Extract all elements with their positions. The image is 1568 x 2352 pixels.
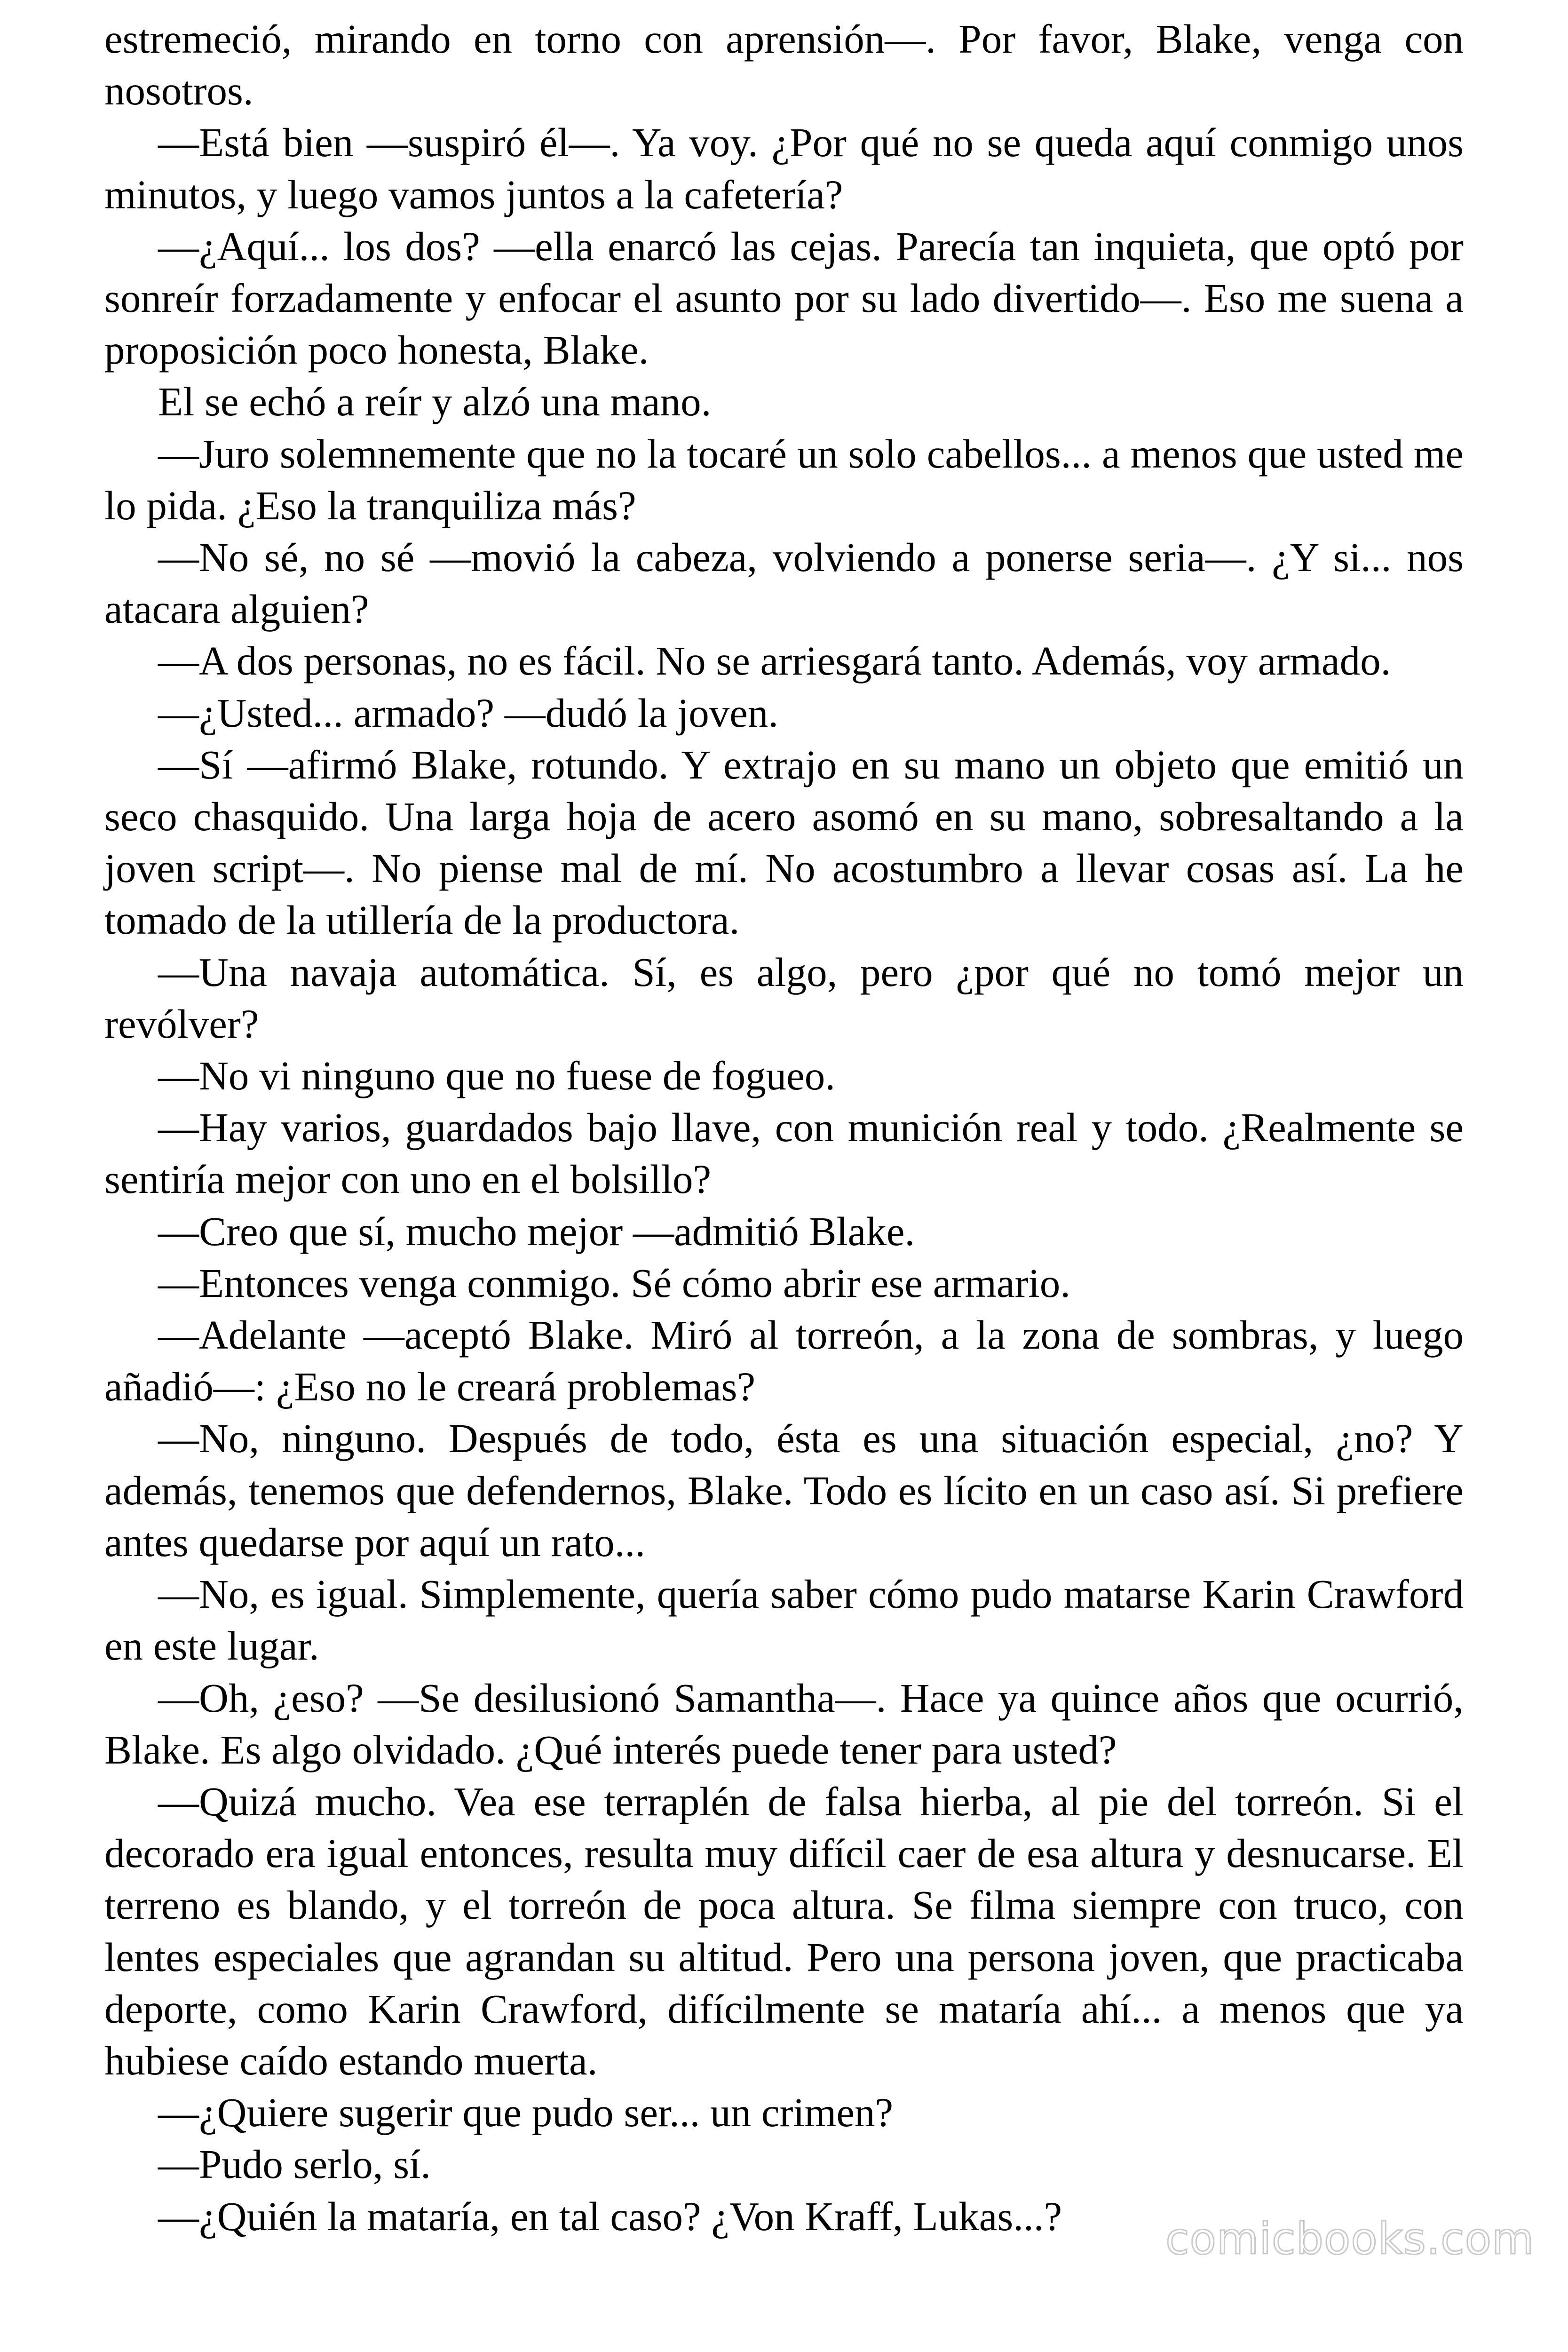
paragraph: —A dos personas, no es fácil. No se arriesgará tanto. Además, voy armado. xyxy=(158,638,1391,684)
paragraph: —No vi ninguno que no fuese de fogueo. xyxy=(158,1053,836,1099)
paragraph: —Está bien —suspiró él—. Ya voy. ¿Por qué no se queda aquí conmigo unos minutos, y luego vamos juntos a la cafetería? xyxy=(104,119,1464,217)
paragraph: estremeció, mirando en torno con aprensión—. Por favor, Blake, venga con nosotros. xyxy=(104,16,1464,114)
paragraph: —No sé, no sé —movió la cabeza, volviendo a ponerse seria—. ¿Y si... nos atacara alguien? xyxy=(104,534,1464,632)
paragraph: El se echó a reír y alzó una mano. xyxy=(158,379,712,425)
paragraph: —Hay varios, guardados bajo llave, con munición real y todo. ¿Realmente se sentiría mejor con uno en el bolsillo? xyxy=(104,1104,1464,1202)
paragraph: —No, ninguno. Después de todo, ésta es una situación especial, ¿no? Y además, tenemos que defendernos, Blake. Todo es lícito en un caso así. Si prefiere antes quedarse por aquí un rato... xyxy=(104,1415,1464,1565)
watermark: comicbooks.com xyxy=(1165,2214,1535,2264)
paragraph: —Oh, ¿eso? —Se desilusionó Samantha—. Hace ya quince años que ocurrió, Blake. Es algo olvidado. ¿Qué interés puede tener para usted? xyxy=(104,1675,1464,1772)
paragraph: —¿Quiere sugerir que pudo ser... un crimen? xyxy=(158,2090,894,2136)
paragraph: —Una navaja automática. Sí, es algo, pero ¿por qué no tomó mejor un revólver? xyxy=(104,949,1464,1047)
paragraph: —¿Aquí... los dos? —ella enarcó las cejas. Parecía tan inquieta, que optó por sonreír forzadamente y enfocar el asunto por su lado divertido—. Eso me suena a proposición poco honesta, Blake. xyxy=(104,223,1464,373)
paragraph: —Adelante —aceptó Blake. Miró al torreón, a la zona de sombras, y luego añadió—: ¿Eso no le creará problemas? xyxy=(104,1312,1464,1410)
paragraph: —Sí —afirmó Blake, rotundo. Y extrajo en su mano un objeto que emitió un seco chasquido. Una larga hoja de acero asomó en su mano, sobresaltando a la joven script—. No piense mal de mí. No acostumbro a llevar cosas así. La he tomado de la utillería de la productora. xyxy=(104,741,1464,943)
paragraph: —Juro solemnemente que no la tocaré un solo cabellos... a menos que usted me lo pida. ¿Eso la tranquiliza más? xyxy=(104,430,1464,528)
paragraph: —¿Quién la mataría, en tal caso? ¿Von Kraff, Lukas...? xyxy=(158,2193,1062,2239)
paragraph: —Entonces venga conmigo. Sé cómo abrir ese armario. xyxy=(158,1260,1070,1306)
page-text-body xyxy=(104,13,1464,2242)
paragraph: —Quizá mucho. Vea ese terraplén de falsa hierba, al pie del torreón. Si el decorado era igual entonces, resulta muy difícil caer de esa altura y desnucarse. El terreno es blando, y el torreón de poca altura. Se filma siempre con truco, con lentes especiales que agrandan su altitud. Pero una persona joven, que practicaba deporte, como Karin Crawford, difícilmente se mataría ahí... a menos que ya hubiese caído estando muerta. xyxy=(104,1778,1464,2083)
paragraph: —Creo que sí, mucho mejor —admitió Blake. xyxy=(158,1208,915,1254)
paragraph: —No, es igual. Simplemente, quería saber cómo pudo matarse Karin Crawford en este lugar. xyxy=(104,1571,1464,1669)
paragraph: —¿Usted... armado? —dudó la joven. xyxy=(158,690,779,736)
paragraph: —Pudo serlo, sí. xyxy=(158,2141,431,2187)
